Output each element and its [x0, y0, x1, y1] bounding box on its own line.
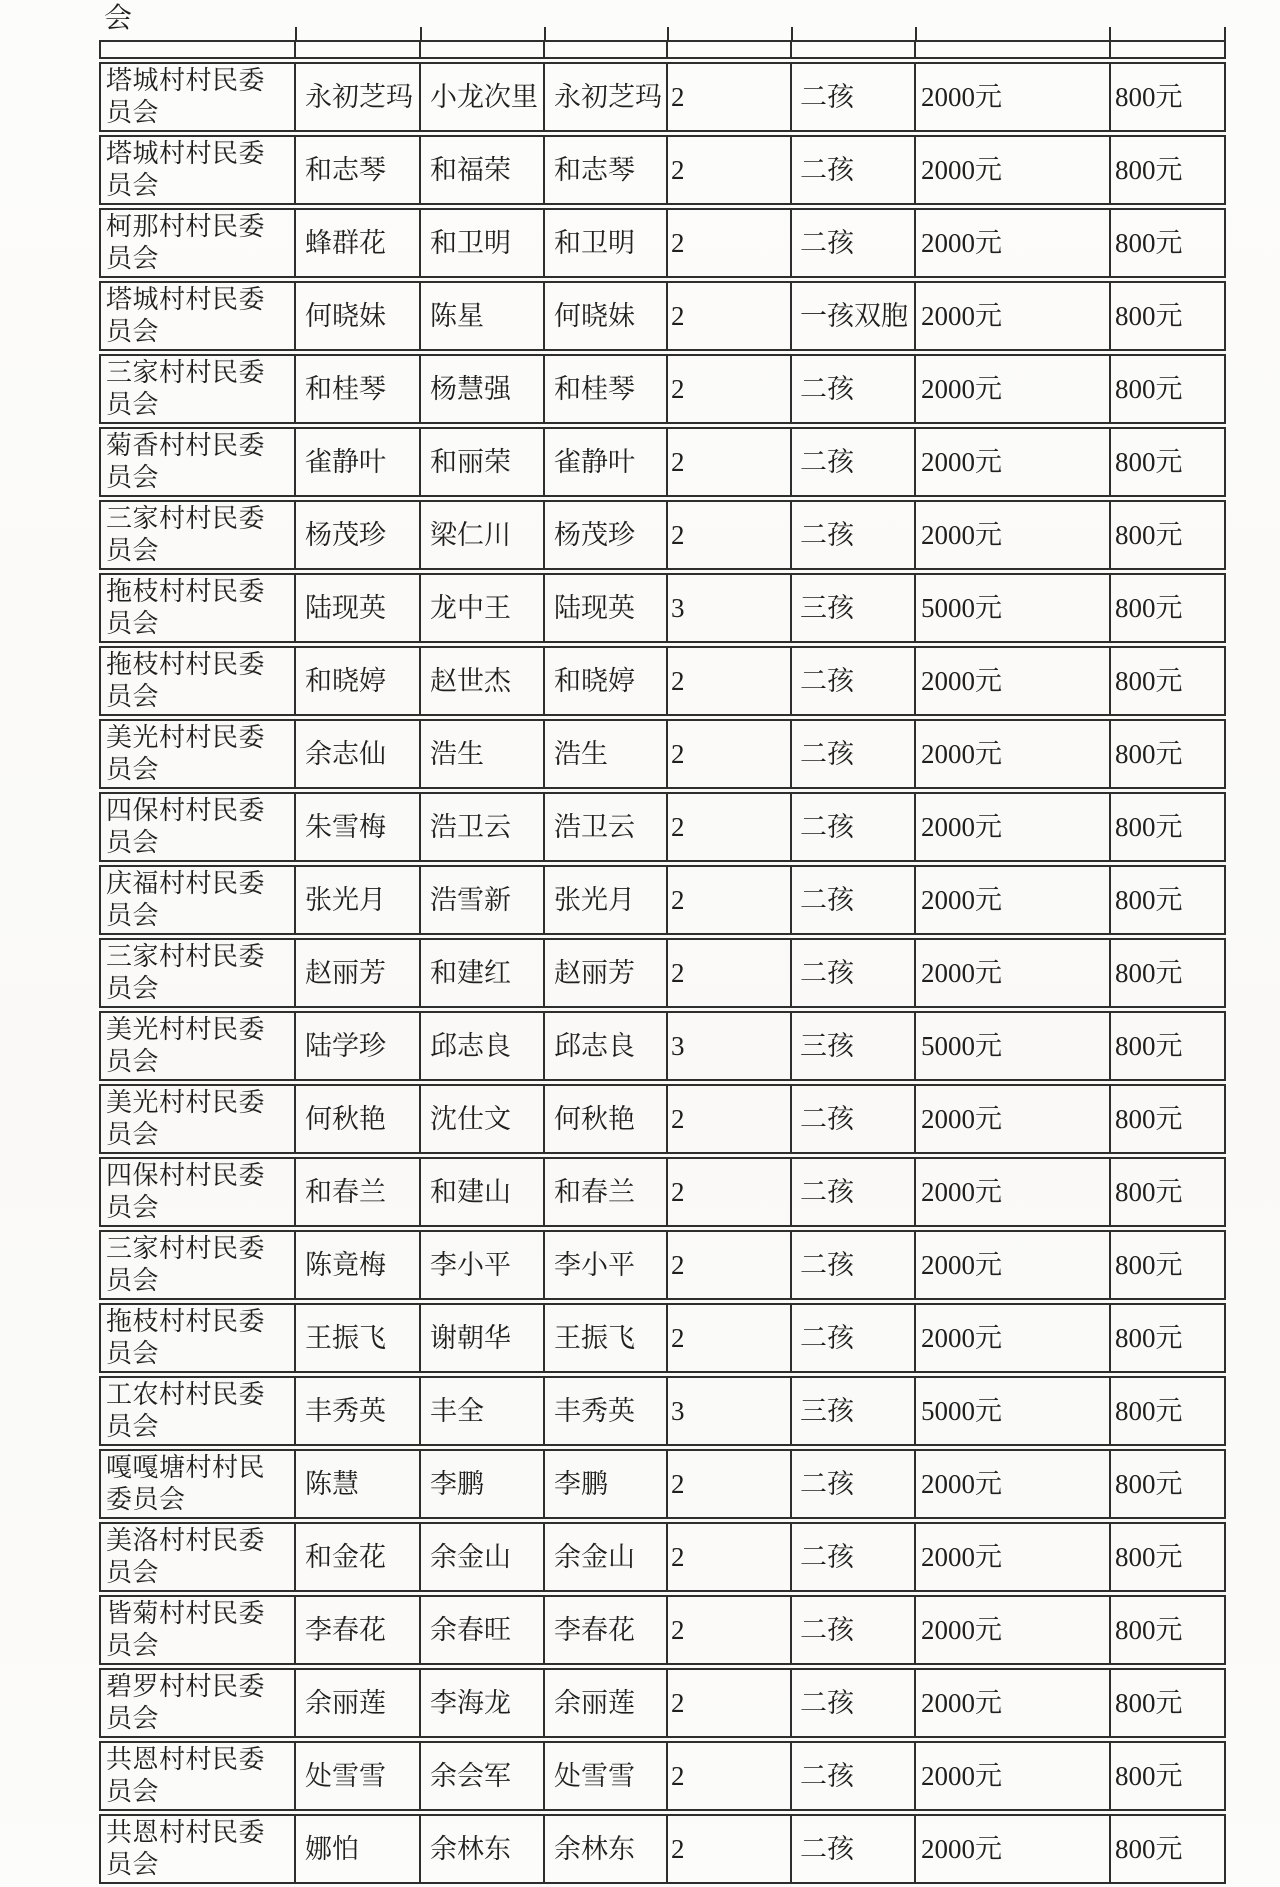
- cell-village-committee: 皆菊村村民委员会: [99, 1595, 295, 1665]
- cell-birth-type: 二孩: [791, 208, 915, 278]
- cell-award-amount: 2000元: [915, 1741, 1110, 1811]
- cell-subsidy-amount: 800元: [1110, 792, 1226, 862]
- cell-children-count: 2: [667, 646, 791, 716]
- cell-name-b: 余林东: [420, 1814, 544, 1884]
- cell-name-c: 李小平: [544, 1230, 667, 1300]
- cell-name-b: 谢朝华: [420, 1303, 544, 1373]
- cell-name-b: 丰全: [420, 1376, 544, 1446]
- cell-name-b: 余春旺: [420, 1595, 544, 1665]
- cell-children-count: 3: [667, 573, 791, 643]
- cell-name-c: 和桂琴: [544, 354, 667, 424]
- cell-name-b: 邱志良: [420, 1011, 544, 1081]
- cell-name-c: 张光月: [544, 865, 667, 935]
- cell-subsidy-amount: 800元: [1110, 1157, 1226, 1227]
- cell-children-count: 2: [667, 1303, 791, 1373]
- cell-subsidy-amount: 800元: [1110, 1668, 1226, 1738]
- cell-village-committee: 碧罗村村民委员会: [99, 1668, 295, 1738]
- empty-cell: [667, 40, 791, 59]
- cell-name-a: 李春花: [295, 1595, 420, 1665]
- cell-name-c: 永初芝玛: [544, 62, 667, 132]
- cell-children-count: 3: [667, 1011, 791, 1081]
- cell-birth-type: 二孩: [791, 1668, 915, 1738]
- cell-award-amount: 2000元: [915, 354, 1110, 424]
- cell-name-a: 和金花: [295, 1522, 420, 1592]
- cell-name-a: 和桂琴: [295, 354, 420, 424]
- cell-village-committee: 共恩村村民委员会: [99, 1741, 295, 1811]
- empty-cell: [99, 40, 295, 59]
- cell-birth-type: 二孩: [791, 1449, 915, 1519]
- cell-children-count: 2: [667, 208, 791, 278]
- empty-cell: [1110, 40, 1226, 59]
- cell-name-a: 何晓妹: [295, 281, 420, 351]
- cell-name-b: 李海龙: [420, 1668, 544, 1738]
- cell-village-committee: 拖枝村村民委员会: [99, 646, 295, 716]
- cell-name-c: 李春花: [544, 1595, 667, 1665]
- cell-birth-type: 三孩: [791, 1011, 915, 1081]
- cell-award-amount: 5000元: [915, 1376, 1110, 1446]
- cell-birth-type: 二孩: [791, 1084, 915, 1154]
- cell-name-b: 和丽荣: [420, 427, 544, 497]
- cell-award-amount: 2000元: [915, 427, 1110, 497]
- cell-children-count: 2: [667, 135, 791, 205]
- cell-name-b: 浩生: [420, 719, 544, 789]
- cell-name-c: 余金山: [544, 1522, 667, 1592]
- cell-village-committee: 三家村村民委员会: [99, 938, 295, 1008]
- cell-village-committee: 塔城村村民委员会: [99, 281, 295, 351]
- cell-award-amount: 2000元: [915, 1449, 1110, 1519]
- cell-subsidy-amount: 800元: [1110, 1230, 1226, 1300]
- cell-name-b: 和建山: [420, 1157, 544, 1227]
- cell-children-count: 2: [667, 281, 791, 351]
- table-row: [99, 1230, 1226, 1300]
- empty-cell: [915, 40, 1110, 59]
- cell-subsidy-amount: 800元: [1110, 208, 1226, 278]
- cell-birth-type: 二孩: [791, 792, 915, 862]
- cell-children-count: 2: [667, 792, 791, 862]
- table-row: [99, 62, 1226, 132]
- cell-name-a: 丰秀英: [295, 1376, 420, 1446]
- cell-village-committee: 三家村村民委员会: [99, 1230, 295, 1300]
- cell-name-c: 浩生: [544, 719, 667, 789]
- cell-name-b: 和卫明: [420, 208, 544, 278]
- cell-subsidy-amount: 800元: [1110, 938, 1226, 1008]
- cell-award-amount: 2000元: [915, 281, 1110, 351]
- table-row: [99, 719, 1226, 789]
- cell-subsidy-amount: 800元: [1110, 1522, 1226, 1592]
- cell-award-amount: 2000元: [915, 1595, 1110, 1665]
- cell-subsidy-amount: 800元: [1110, 719, 1226, 789]
- cell-award-amount: 2000元: [915, 1814, 1110, 1884]
- cell-village-committee: 拖枝村村民委员会: [99, 573, 295, 643]
- cell-village-committee: 美光村村民委员会: [99, 719, 295, 789]
- cell-name-a: 蜂群花: [295, 208, 420, 278]
- table-row: [99, 135, 1226, 205]
- empty-spacer-row: [99, 40, 1226, 59]
- cell-village-committee: 塔城村村民委员会: [99, 135, 295, 205]
- cell-children-count: 2: [667, 1157, 791, 1227]
- cell-birth-type: 二孩: [791, 719, 915, 789]
- table-row: [99, 792, 1226, 862]
- cell-birth-type: 三孩: [791, 573, 915, 643]
- cell-name-c: 何晓妹: [544, 281, 667, 351]
- table-row: [99, 500, 1226, 570]
- cell-subsidy-amount: 800元: [1110, 1011, 1226, 1081]
- cell-name-c: 和晓婷: [544, 646, 667, 716]
- cell-name-a: 王振飞: [295, 1303, 420, 1373]
- cell-subsidy-amount: 800元: [1110, 646, 1226, 716]
- cell-children-count: 2: [667, 1522, 791, 1592]
- cell-subsidy-amount: 800元: [1110, 1814, 1226, 1884]
- cell-birth-type: 二孩: [791, 354, 915, 424]
- table-row: [99, 208, 1226, 278]
- cell-name-c: 王振飞: [544, 1303, 667, 1373]
- carryover-cell-text: 会: [104, 3, 133, 34]
- cell-name-a: 余丽莲: [295, 1668, 420, 1738]
- cell-award-amount: 5000元: [915, 573, 1110, 643]
- cell-village-committee: 四保村村民委员会: [99, 1157, 295, 1227]
- table-row: [99, 1522, 1226, 1592]
- cell-name-c: 杨茂珍: [544, 500, 667, 570]
- cell-name-c: 和春兰: [544, 1157, 667, 1227]
- cell-award-amount: 2000元: [915, 646, 1110, 716]
- cell-birth-type: 二孩: [791, 865, 915, 935]
- cell-name-c: 丰秀英: [544, 1376, 667, 1446]
- cell-name-b: 沈仕文: [420, 1084, 544, 1154]
- table-row: [99, 646, 1226, 716]
- cell-subsidy-amount: 800元: [1110, 354, 1226, 424]
- cell-birth-type: 二孩: [791, 1814, 915, 1884]
- cell-children-count: 2: [667, 938, 791, 1008]
- cell-name-c: 陆现英: [544, 573, 667, 643]
- cell-name-b: 陈星: [420, 281, 544, 351]
- table-row: [99, 1303, 1226, 1373]
- table-row: [99, 1011, 1226, 1081]
- cell-village-committee: 塔城村村民委员会: [99, 62, 295, 132]
- cell-name-b: 梁仁川: [420, 500, 544, 570]
- cell-name-a: 处雪雪: [295, 1741, 420, 1811]
- cell-subsidy-amount: 800元: [1110, 1595, 1226, 1665]
- cell-children-count: 2: [667, 1668, 791, 1738]
- cell-birth-type: 二孩: [791, 1522, 915, 1592]
- cell-name-b: 李小平: [420, 1230, 544, 1300]
- cell-name-b: 和福荣: [420, 135, 544, 205]
- cell-award-amount: 2000元: [915, 500, 1110, 570]
- table-row: [99, 865, 1226, 935]
- cell-award-amount: 2000元: [915, 135, 1110, 205]
- cell-name-c: 和卫明: [544, 208, 667, 278]
- cell-award-amount: 2000元: [915, 1230, 1110, 1300]
- cell-award-amount: 2000元: [915, 1303, 1110, 1373]
- cell-children-count: 2: [667, 865, 791, 935]
- table-row: [99, 1376, 1226, 1446]
- cell-village-committee: 美洛村村民委员会: [99, 1522, 295, 1592]
- cell-subsidy-amount: 800元: [1110, 573, 1226, 643]
- cell-subsidy-amount: 800元: [1110, 281, 1226, 351]
- cell-name-c: 余丽莲: [544, 1668, 667, 1738]
- table-row: [99, 354, 1226, 424]
- cell-children-count: 2: [667, 62, 791, 132]
- cell-award-amount: 2000元: [915, 208, 1110, 278]
- cell-village-committee: 庆福村村民委员会: [99, 865, 295, 935]
- cell-name-a: 杨茂珍: [295, 500, 420, 570]
- cell-village-committee: 三家村村民委员会: [99, 354, 295, 424]
- cell-name-a: 陈竟梅: [295, 1230, 420, 1300]
- cell-children-count: 2: [667, 500, 791, 570]
- empty-cell: [791, 40, 915, 59]
- cell-birth-type: 二孩: [791, 938, 915, 1008]
- cell-name-a: 何秋艳: [295, 1084, 420, 1154]
- cell-subsidy-amount: 800元: [1110, 1376, 1226, 1446]
- cell-name-a: 朱雪梅: [295, 792, 420, 862]
- cell-birth-type: 二孩: [791, 1303, 915, 1373]
- cell-name-b: 李鹏: [420, 1449, 544, 1519]
- cell-name-a: 和晓婷: [295, 646, 420, 716]
- empty-cell: [420, 40, 544, 59]
- cell-subsidy-amount: 800元: [1110, 135, 1226, 205]
- cell-birth-type: 二孩: [791, 1595, 915, 1665]
- table-row: [99, 573, 1226, 643]
- cell-birth-type: 三孩: [791, 1376, 915, 1446]
- cell-children-count: 2: [667, 1449, 791, 1519]
- table-row: [99, 1668, 1226, 1738]
- cell-name-a: 雀静叶: [295, 427, 420, 497]
- cell-name-b: 余金山: [420, 1522, 544, 1592]
- cell-award-amount: 2000元: [915, 792, 1110, 862]
- records-table: [99, 37, 1226, 1887]
- cell-name-c: 邱志良: [544, 1011, 667, 1081]
- table-row: [99, 938, 1226, 1008]
- cell-village-committee: 共恩村村民委员会: [99, 1814, 295, 1884]
- cell-village-committee: 嘎嘎塘村村民委员会: [99, 1449, 295, 1519]
- cell-award-amount: 2000元: [915, 865, 1110, 935]
- table-row: [99, 1449, 1226, 1519]
- cell-subsidy-amount: 800元: [1110, 1303, 1226, 1373]
- cell-birth-type: 二孩: [791, 646, 915, 716]
- cell-name-c: 处雪雪: [544, 1741, 667, 1811]
- cell-name-a: 余志仙: [295, 719, 420, 789]
- cell-award-amount: 5000元: [915, 1011, 1110, 1081]
- cell-children-count: 2: [667, 427, 791, 497]
- cell-subsidy-amount: 800元: [1110, 500, 1226, 570]
- cell-award-amount: 2000元: [915, 1084, 1110, 1154]
- cell-birth-type: 二孩: [791, 1741, 915, 1811]
- cell-name-a: 陆学珍: [295, 1011, 420, 1081]
- cell-village-committee: 美光村村民委员会: [99, 1011, 295, 1081]
- cell-birth-type: 二孩: [791, 135, 915, 205]
- cell-name-a: 和春兰: [295, 1157, 420, 1227]
- cell-name-b: 浩雪新: [420, 865, 544, 935]
- cell-name-b: 杨慧强: [420, 354, 544, 424]
- table-row: [99, 1084, 1226, 1154]
- cell-name-a: 陆现英: [295, 573, 420, 643]
- cell-name-c: 雀静叶: [544, 427, 667, 497]
- cell-subsidy-amount: 800元: [1110, 1741, 1226, 1811]
- cell-village-committee: 菊香村村民委员会: [99, 427, 295, 497]
- table-row: [99, 281, 1226, 351]
- cell-name-b: 余会军: [420, 1741, 544, 1811]
- cell-children-count: 2: [667, 1814, 791, 1884]
- cell-village-committee: 柯那村村民委员会: [99, 208, 295, 278]
- cell-name-a: 永初芝玛: [295, 62, 420, 132]
- cell-name-c: 赵丽芳: [544, 938, 667, 1008]
- cell-children-count: 3: [667, 1376, 791, 1446]
- table-row: [99, 1595, 1226, 1665]
- cell-subsidy-amount: 800元: [1110, 62, 1226, 132]
- cell-children-count: 2: [667, 1084, 791, 1154]
- cell-name-a: 陈慧: [295, 1449, 420, 1519]
- cell-award-amount: 2000元: [915, 938, 1110, 1008]
- cell-name-a: 张光月: [295, 865, 420, 935]
- cell-name-c: 和志琴: [544, 135, 667, 205]
- cell-village-committee: 四保村村民委员会: [99, 792, 295, 862]
- table-row: [99, 427, 1226, 497]
- cell-award-amount: 2000元: [915, 1157, 1110, 1227]
- cell-name-a: 和志琴: [295, 135, 420, 205]
- empty-cell: [544, 40, 667, 59]
- cell-name-c: 何秋艳: [544, 1084, 667, 1154]
- cell-subsidy-amount: 800元: [1110, 1084, 1226, 1154]
- cell-award-amount: 2000元: [915, 1668, 1110, 1738]
- cell-award-amount: 2000元: [915, 719, 1110, 789]
- cell-children-count: 2: [667, 719, 791, 789]
- cell-name-b: 赵世杰: [420, 646, 544, 716]
- cell-name-a: 娜怕: [295, 1814, 420, 1884]
- cell-award-amount: 2000元: [915, 1522, 1110, 1592]
- cell-birth-type: 二孩: [791, 1157, 915, 1227]
- cell-birth-type: 二孩: [791, 500, 915, 570]
- cell-village-committee: 工农村村民委员会: [99, 1376, 295, 1446]
- table-row: [99, 1741, 1226, 1811]
- cell-name-b: 和建红: [420, 938, 544, 1008]
- cell-village-committee: 三家村村民委员会: [99, 500, 295, 570]
- cell-subsidy-amount: 800元: [1110, 1449, 1226, 1519]
- cell-subsidy-amount: 800元: [1110, 427, 1226, 497]
- cell-name-a: 赵丽芳: [295, 938, 420, 1008]
- cell-name-b: 浩卫云: [420, 792, 544, 862]
- cell-children-count: 2: [667, 1230, 791, 1300]
- cell-name-c: 余林东: [544, 1814, 667, 1884]
- cell-children-count: 2: [667, 1595, 791, 1665]
- cell-birth-type: 一孩双胞: [791, 281, 915, 351]
- cell-name-b: 龙中王: [420, 573, 544, 643]
- cell-birth-type: 二孩: [791, 427, 915, 497]
- cell-award-amount: 2000元: [915, 62, 1110, 132]
- cell-birth-type: 二孩: [791, 62, 915, 132]
- cell-village-committee: 美光村村民委员会: [99, 1084, 295, 1154]
- cell-name-c: 浩卫云: [544, 792, 667, 862]
- cell-name-b: 小龙次里: [420, 62, 544, 132]
- cell-children-count: 2: [667, 1741, 791, 1811]
- empty-cell: [295, 40, 420, 59]
- cell-children-count: 2: [667, 354, 791, 424]
- table-row: [99, 1157, 1226, 1227]
- cell-village-committee: 拖枝村村民委员会: [99, 1303, 295, 1373]
- cell-birth-type: 二孩: [791, 1230, 915, 1300]
- cell-subsidy-amount: 800元: [1110, 865, 1226, 935]
- cell-name-c: 李鹏: [544, 1449, 667, 1519]
